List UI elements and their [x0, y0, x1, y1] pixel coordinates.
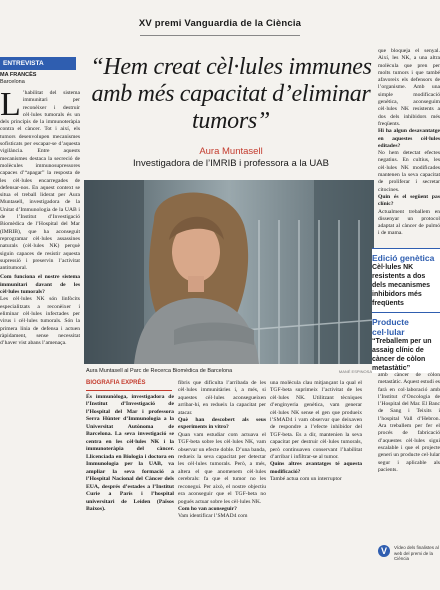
paragraph: Quan vam estudiar com actuava el TGF-beta sobre les cèl·lules NK, vam observar un efecte doble. D’una banda, redueix la seva capacitat per detectar les cèl·lules tumorals. Però, a més, altera el que anomenem cèl·lules cerebrals: fa que el tumor no les reconegui. Per això, el nostre objectiu era aconseguir que el TGF-beta no pogués actuar sobre les cèl·lules NK.: [178, 431, 266, 505]
video-note-text: Vídeo dels finalistes al web del premi de la Ciència: [394, 545, 439, 561]
paragraph: Actualment treballem en dissenyar un protocol adaptat al càncer de pulmó i de mama.: [378, 208, 440, 237]
photo-caption: [86, 368, 376, 374]
paragraph: que bloqueja el senyal. Així, les NK, a una altra molècula que pren per molts tumors i que també afavoreix els defensors de l’organisme. Amb una simple modificació genètica, aconseguim cèl·lules NK resistents a dos dels inhibidors més freqüents.: [378, 48, 440, 127]
highlight-body-2: “Treballem per un assaig clínic de càncer de còlon metastàtic”: [372, 338, 432, 372]
question: Com ho van aconseguir?: [178, 505, 237, 512]
highlight-head: Edició genètica: [372, 253, 435, 263]
paragraph: També actua com un interruptor: [270, 476, 342, 483]
caption-text: Aura Muntasell al Parc de Recerca Biomèdica de Barcelona: [86, 368, 233, 374]
right-column: [378, 48, 440, 238]
video-logo-icon: V: [378, 545, 390, 557]
video-note[interactable]: [378, 545, 440, 562]
body-column-2: [178, 380, 266, 521]
bio-title: BIOGRAFIA EXPRÉS: [86, 380, 146, 386]
photo-credit: MANÉ ESPINOSA: [338, 369, 372, 374]
box-rule: [372, 312, 440, 313]
paragraph: amb càncer de còlon metastàtic. Aquest estudi es farà en col·laboració amb l’Institut d’Oncologia de l’Hospital del Mar. El Banc de Sang i Teixits i l’hospital Vall d’Hebron. Ara treballem per fer el procés de fabricació d’aquestes cèl·lules sigui escalable i que el projecte generi un producte cel·lular segur i aplicable als pacients.: [378, 372, 440, 473]
byline: [0, 72, 80, 86]
interviewee-role: Investigadora de l’IMRIB i professora a la UAB: [133, 158, 329, 169]
paragraph: una molècula clau mitjançant la qual el TGF-beta suprimeix l’activitat de les cèl·lules NK. Utilitzant tècniques d’enginyeria genètica, vam generar cèl·lules NK sense el gen que produeix l’SMAD4 i vam observar que deixaven de respondre a l’efecte inhibidor del TGF-beta. Es a dir, mantenien la seva capacitat per destruir cèl·lules tumorals, però continuaven conservant l’habilitat d’arribar i infiltrar-se al tumor.: [270, 380, 362, 461]
paragraph: No hem detectat efectes negatius. En cultius, les cèl·lules NK modificades mantenen la seva capacitat de proliferar i secretar citocines.: [378, 150, 440, 193]
author-place: Barcelona: [0, 79, 25, 85]
portrait-illustration: [84, 180, 374, 364]
question: Hi ha algun desavantatge en aquestes cèl·lules editades?: [378, 128, 440, 149]
body-column-3: [270, 380, 362, 484]
answer-paragraph: Les cèl·lules NK són linfòcits especialitzats a reconèixer i eliminar cèl·lules infectades per virus i cèl·lules tumorals. Són la primera línia de defensa i actuen ràpidament, sense necessitat d’haver vist abans l’amenaça.: [0, 296, 80, 347]
bio-rule: [86, 390, 172, 391]
drop-cap: L: [0, 86, 21, 123]
intro-column: [0, 86, 80, 347]
interviewee-name: Aura Muntasell: [199, 146, 263, 157]
highlight-head-2: Producte cel·lular: [372, 317, 409, 337]
section-rule: [140, 35, 300, 36]
paragraph: fibris que dificulta l’arribada de les cèl·lules immunitàries i, a més, si aquestes cèl·lules aconsegueixen arribar-hi, en redueix la capacitat per atacar.: [178, 380, 266, 416]
question: Quin és el següent pas clínic?: [378, 193, 440, 208]
highlight-box: [372, 248, 440, 373]
portrait-photo: [84, 180, 374, 364]
paragraph: Vam identificar l’SMAD4 com: [178, 513, 248, 520]
section-tag: ENTREVISTA: [0, 57, 76, 70]
question: Com funciona el nostre sistema immunitari davant de les cèl·lules tumorals?: [0, 274, 80, 296]
question: Què han descobert als seus experiments in vitro?: [178, 417, 266, 431]
bio-text: És immunòloga, investigadora de l’Institut d’Investigació de l’Hospital del Mar i professora Serra Húnter d’Immunologia a la Universitat Autònoma de Barcelona. La seva investigació se centra en les cèl·lules NK i la immunoteràpia del càncer. Llicenciada en Biologia i doctora en Immunologia per la UAB, va ampliar la seva formació a l’Hospital Nacional del Càncer dels EUA, després d’estades a l’Institut Curie a París i l’hospital universitari de Leiden (Països Baixos).: [86, 393, 174, 512]
section-title: XV premi Vanguardia de la Ciència: [138, 18, 302, 29]
intro-paragraph: ’habilitat del sistema immunitari per reconèixer i destruir cèl·lules tumorals és un dels principis de la immunoteràpia contra el càncer. Tot i així, els tumors desenvolupen mecanismes sofisticats per escapar-se d’aquesta vigilància. Entre aquests mecanismes destaca la secreció de molècules immunosupressores capaces d’“apagar” la resposta de les cèl·lules encarregades de defensar-nos. En aquest context se situa el treball liderat per Aura Muntasell, investigadora de la Unitat d’Immunologia de la UAB i de l’Institut d’Investigació Biomèdica de l’Hospital del Mar (IMRIB), que ha aconseguit reprogramar cèl·lules assassines naturals (cèl·lules NK) perquè siguin capaces de resistir aquesta supressió i preservin l’activitat antitumoral.: [0, 90, 80, 272]
right-column-lower: [378, 372, 440, 474]
question: Quins altres avantatges té aquesta modificació?: [270, 461, 362, 475]
author-name: MA FRANCÈS: [0, 72, 37, 78]
box-rule: [372, 248, 440, 249]
highlight-body: Cèl·lules NK resistents a dos dels mecanismes inhibidors més freqüents: [372, 264, 430, 307]
section-banner: [0, 0, 440, 40]
headline: “Hem creat cèl·lules immunes amb més capacitat d’eliminar tumors”: [90, 54, 372, 134]
bio-box: [86, 380, 174, 514]
